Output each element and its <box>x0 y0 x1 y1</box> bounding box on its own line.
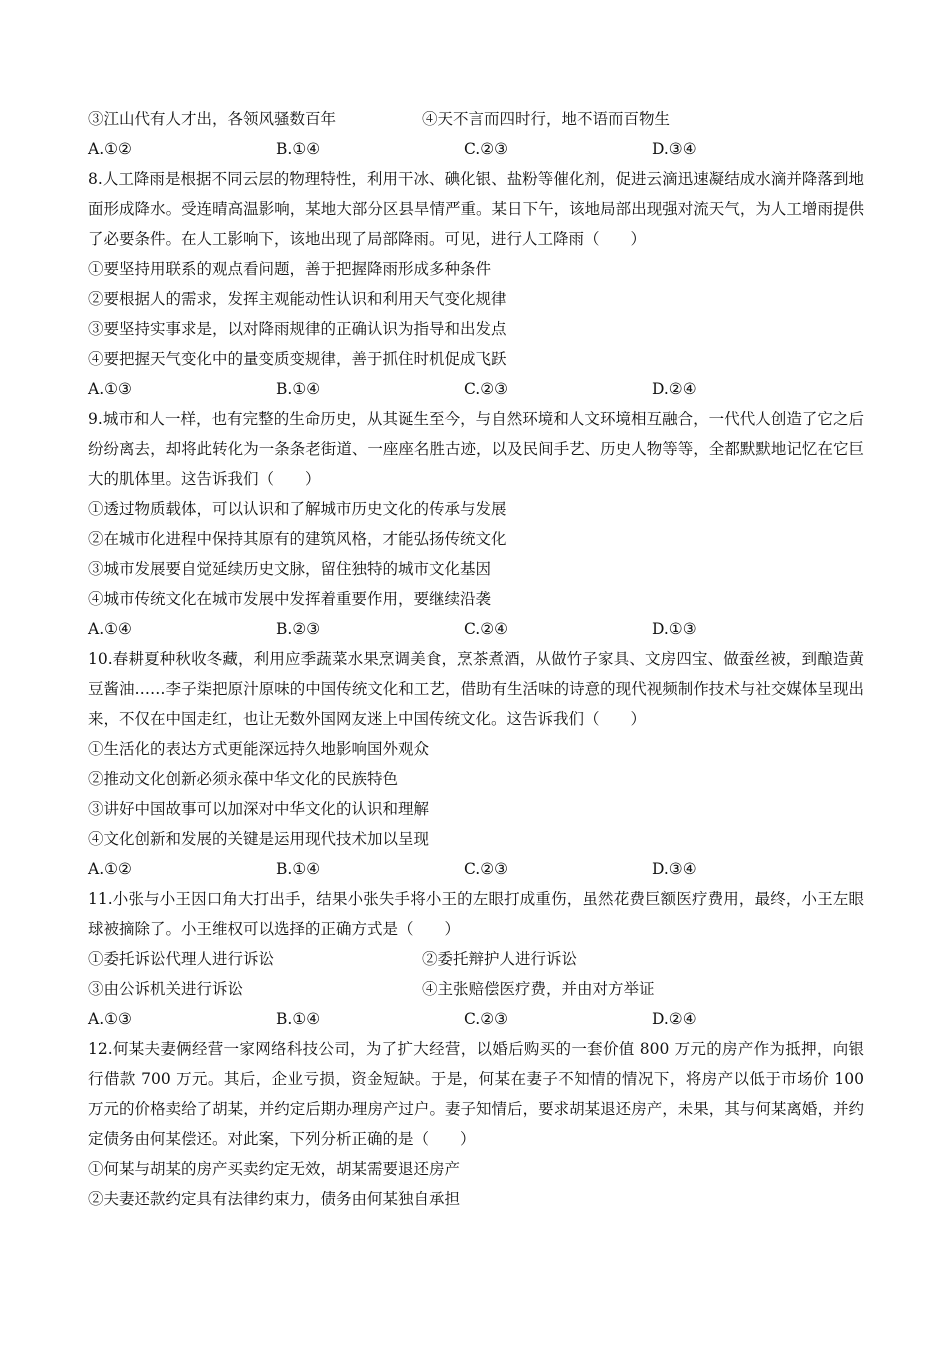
q11-statement-3: ③由公诉机关进行诉讼 <box>88 980 244 998</box>
q11-option-a: A.①③ <box>88 1010 132 1028</box>
q9-option-c: C.②④ <box>464 620 509 638</box>
q10-option-b: B.①④ <box>276 860 321 878</box>
q7-option-a: A.①② <box>88 140 132 158</box>
q10-stem: 10.春耕夏种秋收冬藏，利用应季蔬菜水果烹调美食，烹茶煮酒，从做竹子家具、文房四宝、做蚕丝被，到酿造黄豆酱油……李子柒把原汁原味的中国传统文化和工艺，借助有生活味的诗意的现代视频制作技术与社交媒体呈现出来，不仅在中国走红，也让无数外国网友迷上中国传统文化。这告诉我们（ ） <box>88 650 864 728</box>
q9-option-b: B.②③ <box>276 620 321 638</box>
q10-option-a: A.①② <box>88 860 132 878</box>
q11-statement-2: ②委托辩护人进行诉讼 <box>422 950 578 968</box>
q8-options <box>88 374 864 404</box>
q10-option-c: C.②③ <box>464 860 509 878</box>
q11-option-d: D.②④ <box>652 1010 697 1028</box>
q11-statement-4: ④主张赔偿医疗费，并由对方举证 <box>422 980 655 998</box>
q9-stem: 9.城市和人一样，也有完整的生命历史，从其诞生至今，与自然环境和人文环境相互融合，一代代人创造了它之后纷纷离去，却将此转化为一条条老街道、一座座名胜古迹，以及民间手艺、历史人物等等，全都默默地记忆在它巨大的肌体里。这告诉我们（ ） <box>88 410 864 488</box>
q8-statement-2: ②要根据人的需求，发挥主观能动性认识和利用天气变化规律 <box>88 290 507 308</box>
q10-statement-1: ①生活化的表达方式更能深远持久地影响国外观众 <box>88 740 430 758</box>
q9-option-d: D.①③ <box>652 620 697 638</box>
q8-option-b: B.①④ <box>276 380 321 398</box>
q7-statements-row <box>88 104 864 134</box>
q11-option-c: C.②③ <box>464 1010 509 1028</box>
q8-option-d: D.②④ <box>652 380 697 398</box>
q7-statement-4: ④天不言而四时行，地不语而百物生 <box>422 110 671 128</box>
q11-option-b: B.①④ <box>276 1010 321 1028</box>
q9-statement-2: ②在城市化进程中保持其原有的建筑风格，才能弘扬传统文化 <box>88 530 507 548</box>
q7-options <box>88 134 864 164</box>
q8-statement-4: ④要把握天气变化中的量变质变规律，善于抓住时机促成飞跃 <box>88 350 507 368</box>
q10-statement-2: ②推动文化创新必须永葆中华文化的民族特色 <box>88 770 399 788</box>
q8-statement-1: ①要坚持用联系的观点看问题，善于把握降雨形成多种条件 <box>88 260 492 278</box>
q11-stem: 11.小张与小王因口角大打出手，结果小张失手将小王的左眼打成重伤，虽然花费巨额医疗费用，最终，小王左眼球被摘除了。小王维权可以选择的正确方式是（ ） <box>88 890 864 938</box>
q12-statement-1: ①何某与胡某的房产买卖约定无效，胡某需要退还房产 <box>88 1160 461 1178</box>
q7-option-d: D.③④ <box>652 140 697 158</box>
q9-option-a: A.①④ <box>88 620 132 638</box>
q10-statement-4: ④文化创新和发展的关键是运用现代技术加以呈现 <box>88 830 430 848</box>
q11-statements-row-1 <box>88 944 864 974</box>
q12-statement-2: ②夫妻还款约定具有法律约束力，债务由何某独自承担 <box>88 1190 461 1208</box>
q8-statement-3: ③要坚持实事求是，以对降雨规律的正确认识为指导和出发点 <box>88 320 507 338</box>
q7-statement-3: ③江山代有人才出，各领风骚数百年 <box>88 110 337 128</box>
q10-statement-3: ③讲好中国故事可以加深对中华文化的认识和理解 <box>88 800 430 818</box>
q9-statement-3: ③城市发展要自觉延续历史文脉，留住独特的城市文化基因 <box>88 560 492 578</box>
q11-options <box>88 1004 864 1034</box>
q11-statements-row-2 <box>88 974 864 1004</box>
exam-page <box>88 104 864 1214</box>
q10-option-d: D.③④ <box>652 860 697 878</box>
q8-stem: 8.人工降雨是根据不同云层的物理特性，利用干冰、碘化银、盐粉等催化剂，促进云滴迅速凝结成水滴并降落到地面形成降水。受连晴高温影响，某地大部分区县旱情严重。某日下午，该地局部出现强对流天气，为人工增雨提供了必要条件。在人工影响下，该地出现了局部降雨。可见，进行人工降雨（ ） <box>88 170 864 248</box>
q7-option-c: C.②③ <box>464 140 509 158</box>
q9-options <box>88 614 864 644</box>
q7-option-b: B.①④ <box>276 140 321 158</box>
q12-stem: 12.何某夫妻俩经营一家网络科技公司，为了扩大经营，以婚后购买的一套价值 800 万元的房产作为抵押，向银行借款 700 万元。其后，企业亏损，资金短缺。于是，何某在妻子不知情的情况下，将房产以低于市场价 100 万元的价格卖给了胡某，并约定后期办理房产过户。妻子知情后，要求胡某退还房产，未果，其与何某离婚，并约定债务由何某偿还。对此案，下列分析正确的是（ ） <box>88 1040 864 1148</box>
q8-option-c: C.②③ <box>464 380 509 398</box>
q9-statement-4: ④城市传统文化在城市发展中发挥着重要作用，要继续沿袭 <box>88 590 492 608</box>
q9-statement-1: ①透过物质载体，可以认识和了解城市历史文化的传承与发展 <box>88 500 507 518</box>
q10-options <box>88 854 864 884</box>
q8-option-a: A.①③ <box>88 380 132 398</box>
q11-statement-1: ①委托诉讼代理人进行诉讼 <box>88 950 275 968</box>
